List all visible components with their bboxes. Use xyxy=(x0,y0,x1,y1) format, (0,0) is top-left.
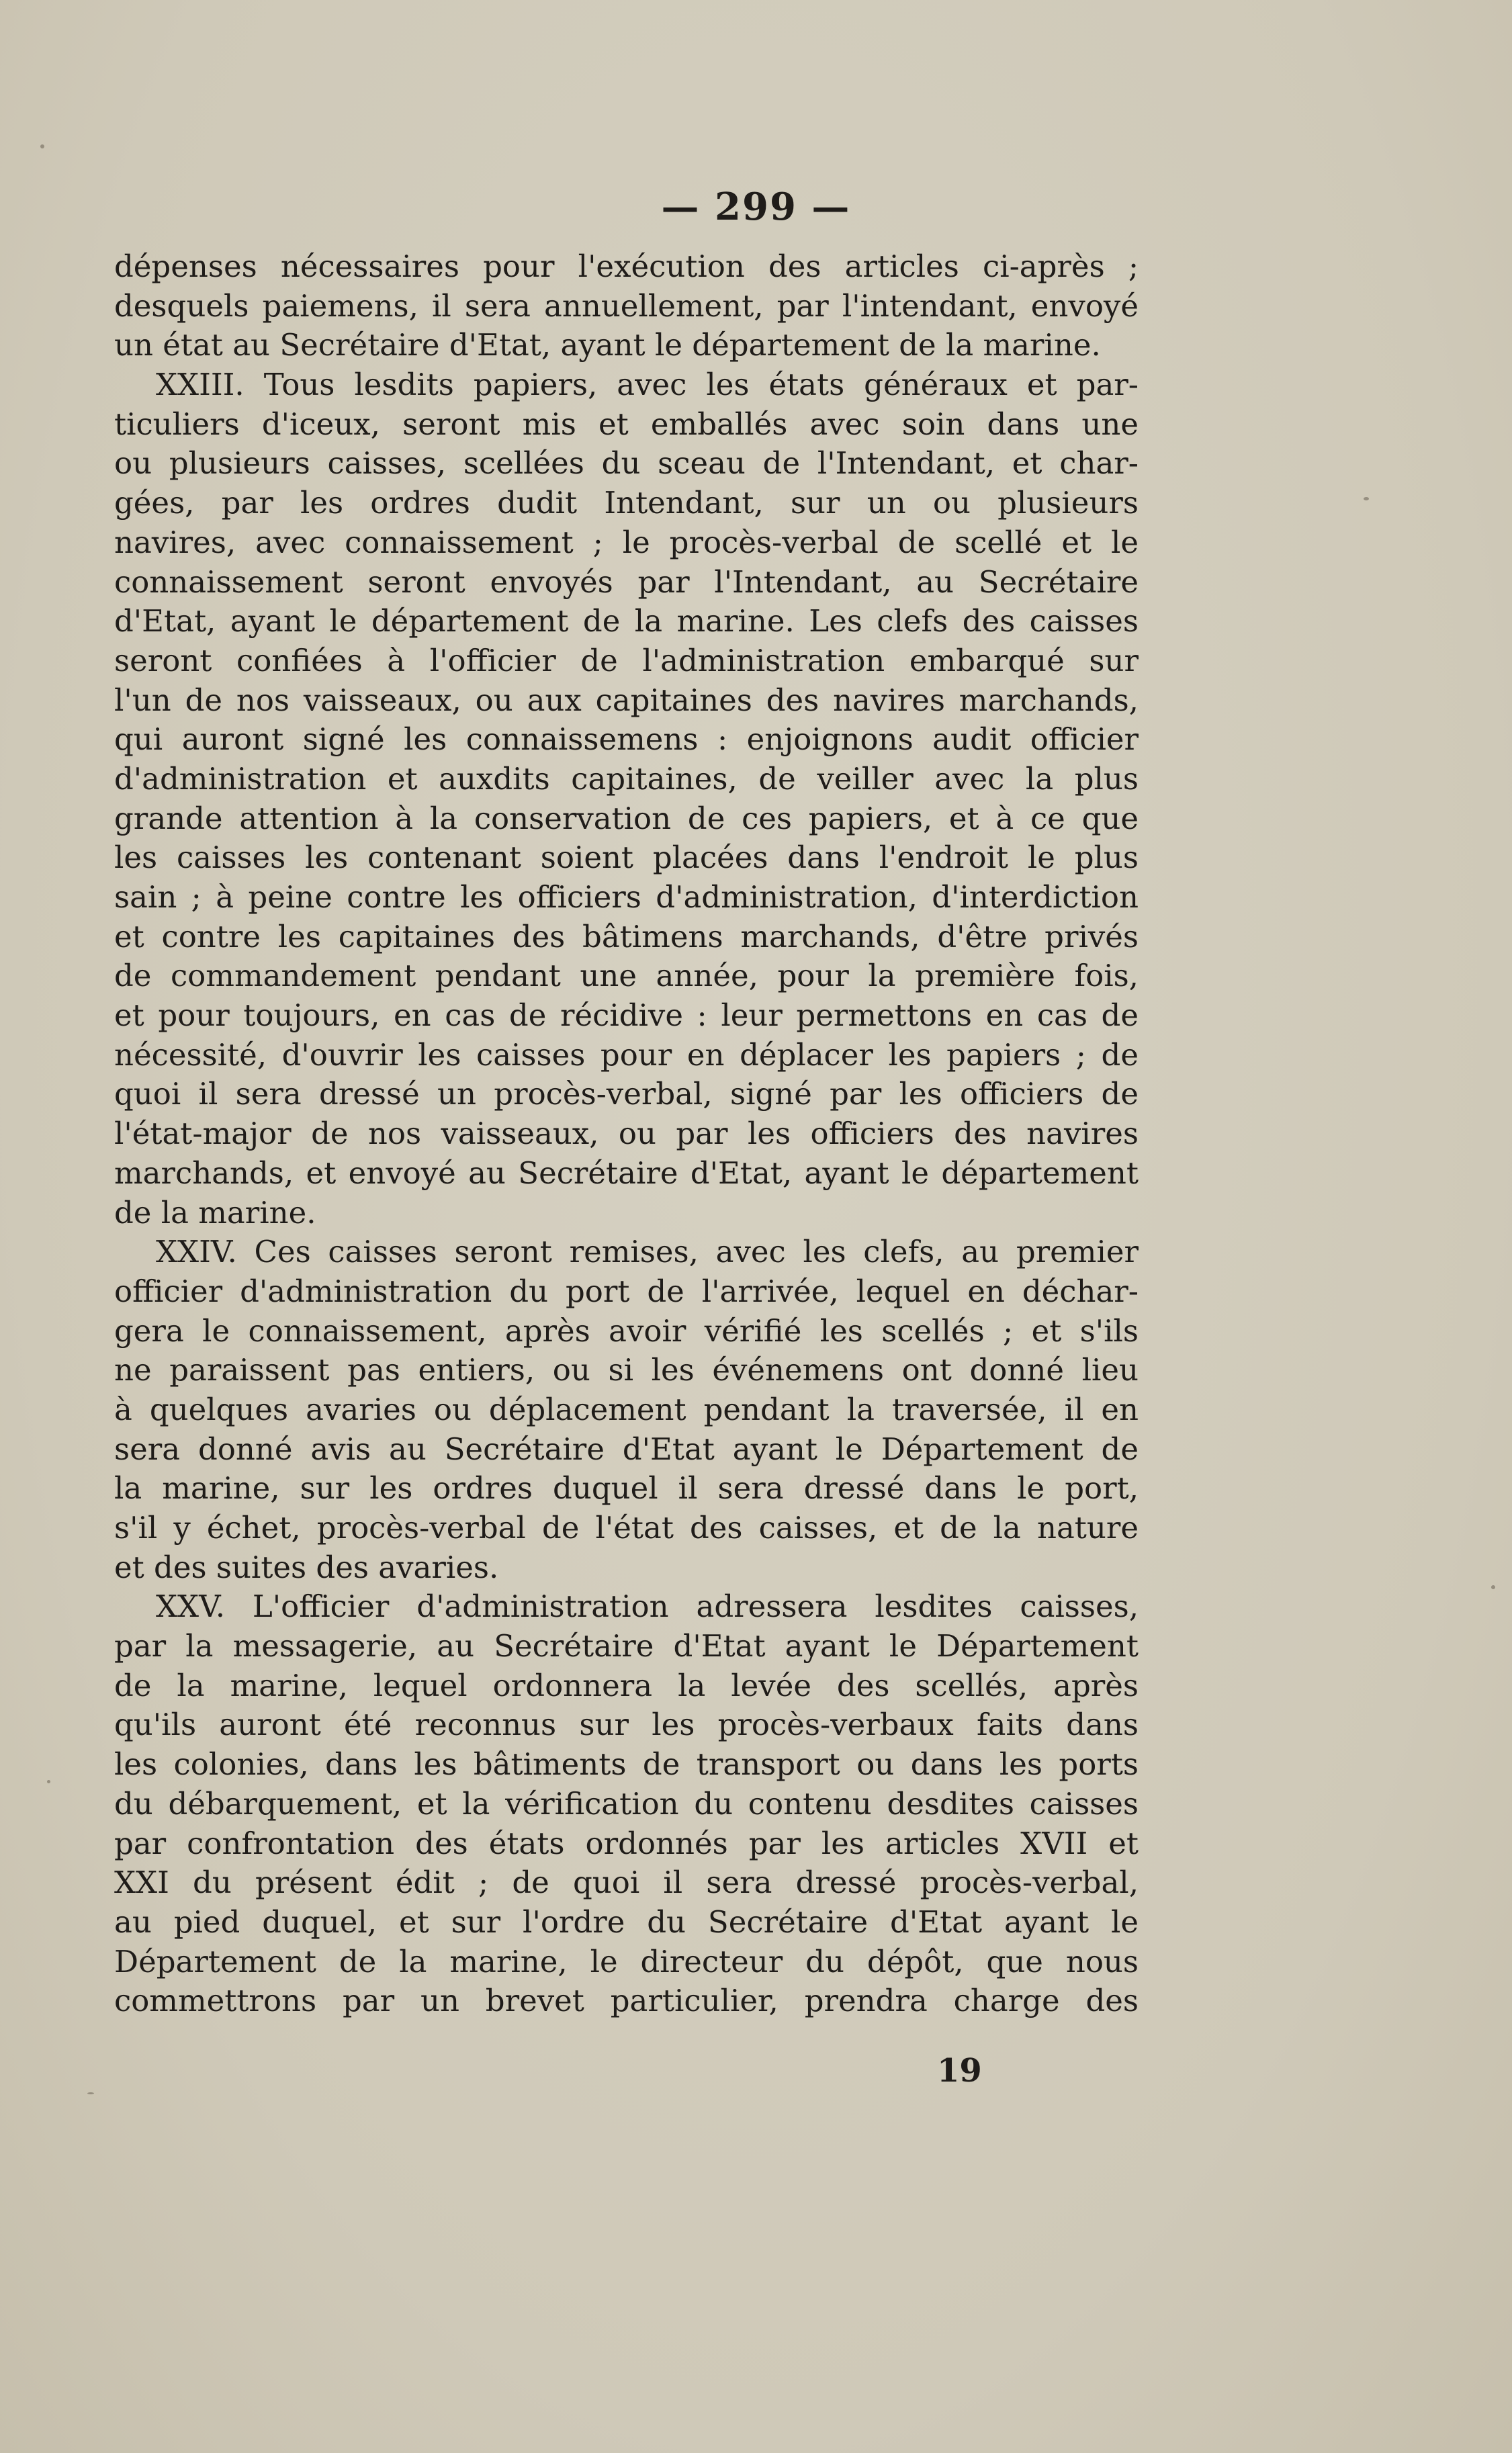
page-number: — 299 — xyxy=(661,185,851,229)
text-line: ne paraissent pas entiers, ou si les événemens ont donné lieu xyxy=(114,1352,1139,1388)
text-line: connaissement seront envoyés par l'Intendant, au Secrétaire xyxy=(114,564,1139,600)
paper-speck xyxy=(1364,497,1369,500)
text-line: par la messagerie, au Secrétaire d'Etat ayant le Département xyxy=(114,1628,1139,1664)
text-line: au pied duquel, et sur l'ordre du Secrétaire d'Etat ayant le xyxy=(114,1904,1139,1940)
text-line: commettrons par un brevet particulier, prendra charge des xyxy=(114,1983,1139,2019)
text-line: Département de la marine, le directeur du dépôt, que nous xyxy=(114,1943,1139,1979)
text-line: XXIV. Ces caisses seront remises, avec les clefs, au premier xyxy=(156,1234,1139,1270)
text-line: nécessité, d'ouvrir les caisses pour en déplacer les papiers ; de xyxy=(114,1036,1139,1073)
paper-speck xyxy=(47,1780,50,1783)
text-line: les caisses les contenant soient placées dans l'endroit le plus xyxy=(114,840,1139,876)
paragraph-article-xxiii xyxy=(114,365,1139,1233)
text-line: desquels paiemens, il sera annuellement, par l'intendant, envoyé xyxy=(114,287,1139,324)
text-line: de la marine. xyxy=(114,1194,316,1231)
text-line: gées, par les ordres dudit Intendant, sur un ou plusieurs xyxy=(114,485,1139,521)
paper-speck xyxy=(87,2092,94,2094)
text-line: XXV. L'officier d'administration adressera lesdites caisses, xyxy=(156,1589,1139,1625)
text-line: quoi il sera dressé un procès-verbal, signé par les officiers de xyxy=(114,1076,1139,1112)
text-line: dépenses nécessaires pour l'exécution des articles ci-après ; xyxy=(114,249,1139,284)
text-line: et des suites des avaries. xyxy=(114,1549,499,1585)
text-line: par confrontation des états ordonnés par les articles XVII et xyxy=(114,1825,1139,1861)
paragraph-article-xxiv xyxy=(114,1233,1139,1587)
text-line: et contre les capitaines des bâtimens marchands, d'être privés xyxy=(114,918,1139,954)
text-line: les colonies, dans les bâtiments de transport ou dans les ports xyxy=(114,1746,1139,1783)
text-line: de la marine, lequel ordonnera la levée des scellés, après xyxy=(114,1667,1139,1703)
body-text xyxy=(114,247,1139,2021)
text-line: d'administration et auxdits capitaines, de veiller avec la plus xyxy=(114,760,1139,797)
text-line: XXI du présent édit ; de quoi il sera dressé procès-verbal, xyxy=(114,1865,1139,1901)
text-line: de commandement pendant une année, pour la première fois, xyxy=(114,958,1139,994)
text-line: ticuliers d'iceux, seront mis et emballés avec soin dans une xyxy=(114,406,1139,442)
text-line: sain ; à peine contre les officiers d'administration, d'interdiction xyxy=(114,879,1139,915)
signature-mark: 19 xyxy=(937,2052,982,2090)
text-line: la marine, sur les ordres duquel il sera dressé dans le port, xyxy=(114,1470,1139,1507)
text-line: grande attention à la conservation de ces papiers, et à ce que xyxy=(114,800,1139,836)
text-line: sera donné avis au Secrétaire d'Etat ayant le Département de xyxy=(114,1431,1139,1467)
text-line: marchands, et envoyé au Secrétaire d'Etat, ayant le département xyxy=(114,1155,1139,1191)
text-line: du débarquement, et la vérification du contenu desdites caisses xyxy=(114,1785,1139,1822)
text-line: qui auront signé les connaissemens : enjoignons audit officier xyxy=(114,721,1139,758)
text-line: officier d'administration du port de l'arrivée, lequel en déchar- xyxy=(114,1273,1139,1309)
text-line: l'état-major de nos vaisseaux, ou par les officiers des navires xyxy=(114,1116,1139,1152)
text-line: s'il y échet, procès-verbal de l'état des caisses, et de la nature xyxy=(114,1510,1139,1546)
text-line: seront confiées à l'officier de l'administration embarqué sur xyxy=(114,642,1139,678)
paragraph-article-xxv xyxy=(114,1587,1139,2021)
text-line: XXIII. Tous lesdits papiers, avec les états généraux et par- xyxy=(156,367,1139,403)
text-line: à quelques avaries ou déplacement pendant la traversée, il en xyxy=(114,1391,1139,1427)
paper-speck xyxy=(1491,1585,1495,1589)
paper-speck xyxy=(40,144,44,148)
text-line: gera le connaissement, après avoir vérifié les scellés ; et s'ils xyxy=(114,1312,1139,1349)
paragraph-continuation xyxy=(114,247,1139,365)
text-line: qu'ils auront été reconnus sur les procès-verbaux faits dans xyxy=(114,1707,1139,1743)
text-line: d'Etat, ayant le département de la marine. Les clefs des caisses xyxy=(114,603,1139,639)
text-line: l'un de nos vaisseaux, ou aux capitaines des navires marchands, xyxy=(114,682,1139,718)
text-line: ou plusieurs caisses, scellées du sceau de l'Intendant, et char- xyxy=(114,445,1139,482)
text-line: navires, avec connaissement ; le procès-verbal de scellé et le xyxy=(114,524,1139,560)
text-line: et pour toujours, en cas de récidive : leur permettons en cas de xyxy=(114,997,1139,1034)
text-line: un état au Secrétaire d'Etat, ayant le département de la marine. xyxy=(114,327,1101,363)
